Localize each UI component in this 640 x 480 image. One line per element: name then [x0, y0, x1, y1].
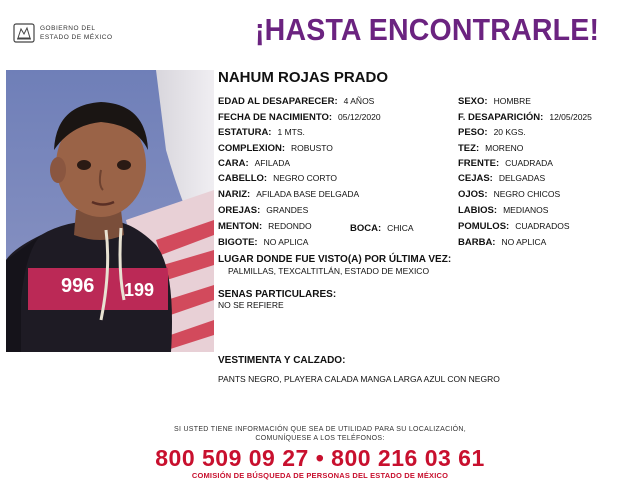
detail-hair: CABELLO: NEGRO CORTO [218, 173, 337, 184]
contact-info-line-2: COMUNÍQUESE A LOS TELÉFONOS: [255, 435, 385, 442]
detail-weight: PESO: 20 KGS. [458, 127, 526, 138]
government-logo [12, 22, 122, 46]
detail-age: EDAD AL DESAPARECER: 4 AÑOS [218, 96, 375, 107]
detail-height: ESTATURA: 1 MTS. [218, 127, 305, 138]
logo-line-2: ESTADO DE MÉXICO [40, 34, 113, 41]
shirt-print-right: 199 [124, 280, 155, 300]
photo-illustration [6, 70, 214, 352]
clothing-label: VESTIMENTA Y CALZADO: [218, 355, 346, 366]
detail-mustache: BIGOTE: NO APLICA [218, 237, 309, 248]
detail-eyebrows: CEJAS: DELGADAS [458, 173, 546, 184]
missing-person-photo [6, 70, 214, 352]
detail-build: COMPLEXION: ROBUSTO [218, 143, 333, 154]
last-seen-label: LUGAR DONDE FUE VISTO(A) POR ÚLTIMA VEZ: [218, 254, 452, 265]
last-seen-value: PALMILLAS, TEXCALTITLÁN, ESTADO DE MEXICO [228, 266, 430, 276]
detail-chin: MENTON: REDONDO [218, 221, 312, 232]
headline: ¡HASTA ENCONTRARLE! [255, 12, 600, 47]
detail-complexion: TEZ: MORENO [458, 143, 524, 154]
detail-lips: LABIOS: MEDIANOS [458, 205, 549, 216]
detail-disappearance-date: F. DESAPARICIÓN: 12/05/2025 [458, 112, 592, 123]
phone-separator: • [315, 445, 325, 471]
detail-sex: SEXO: HOMBRE [458, 96, 531, 107]
detail-mouth: BOCA: CHICA [350, 223, 414, 234]
detail-face: CARA: AFILADA [218, 158, 291, 169]
shirt-print-left: 996 [61, 275, 95, 297]
contact-info-line-1: SI USTED TIENE INFORMACIÓN QUE SEA DE UTILIDAD PARA SU LOCALIZACIÓN, [173, 426, 467, 433]
person-name: NAHUM ROJAS PRADO [218, 69, 389, 86]
coat-of-arms-icon [12, 22, 36, 44]
detail-cheekbones: POMULOS: CUADRADOS [458, 221, 570, 232]
marks-value: NO SE REFIERE [218, 300, 284, 310]
detail-forehead: FRENTE: CUADRADA [458, 158, 553, 169]
detail-ears: OREJAS: GRANDES [218, 205, 309, 216]
detail-eyes: OJOS: NEGRO CHICOS [458, 189, 561, 200]
detail-nose: NARIZ: AFILADA BASE DELGADA [218, 189, 360, 200]
phone-numbers [0, 445, 640, 472]
detail-beard: BARBA: NO APLICA [458, 237, 547, 248]
logo-line-1: GOBIERNO DEL [40, 25, 96, 32]
phone-number-2[interactable]: 800 216 03 61 [331, 445, 485, 471]
detail-birthdate: FECHA DE NACIMIENTO: 05/12/2020 [218, 112, 381, 123]
clothing-value: PANTS NEGRO, PLAYERA CALADA MANGA LARGA AZUL CON NEGRO [218, 374, 500, 384]
marks-label: SENAS PARTICULARES: [218, 289, 337, 300]
footer-commission: COMISIÓN DE BÚSQUEDA DE PERSONAS DEL ESTADO DE MÉXICO [191, 471, 449, 480]
phone-number-1[interactable]: 800 509 09 27 [155, 445, 309, 471]
